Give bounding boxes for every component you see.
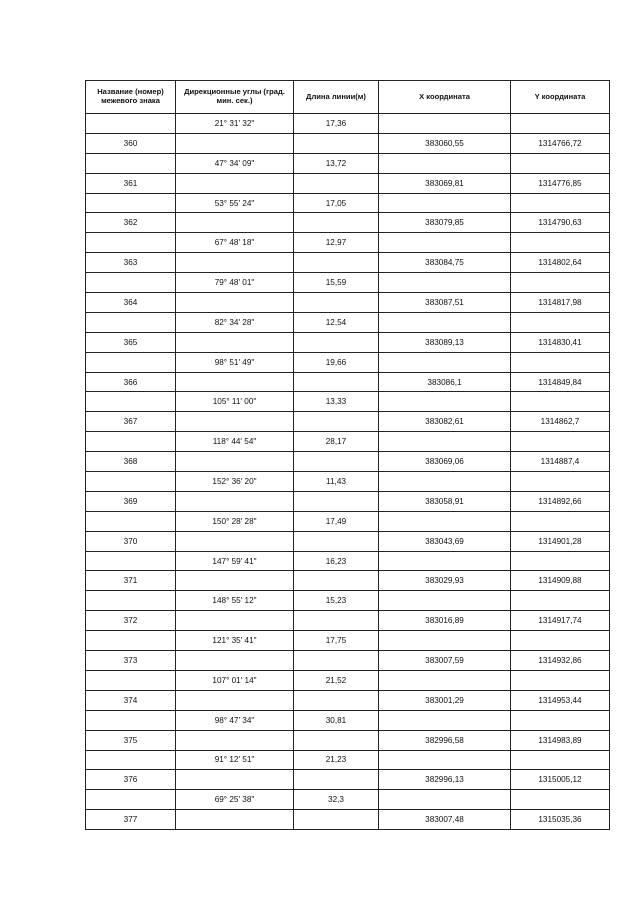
- cell-length: [294, 651, 379, 671]
- table-row-point: [86, 651, 610, 671]
- cell-y: [511, 392, 610, 412]
- cell-angle: 118° 44' 54": [176, 432, 294, 452]
- cell-length: [294, 571, 379, 591]
- cell-x: [379, 193, 511, 213]
- cell-x: [379, 631, 511, 651]
- cell-length: 15,23: [294, 591, 379, 611]
- cell-name: [86, 670, 176, 690]
- cell-length: [294, 133, 379, 153]
- cell-length: [294, 611, 379, 631]
- cell-name: [86, 273, 176, 293]
- cell-length: [294, 332, 379, 352]
- cell-angle: 69° 25' 38": [176, 790, 294, 810]
- cell-angle: 79° 48' 01": [176, 273, 294, 293]
- cell-name: [86, 432, 176, 452]
- cell-angle: [176, 332, 294, 352]
- table-row-segment: [86, 710, 610, 730]
- table-row-segment: [86, 472, 610, 492]
- cell-x: [379, 153, 511, 173]
- table-row-segment: [86, 432, 610, 452]
- header-length: Длина линии(м): [294, 81, 379, 114]
- cell-name: 372: [86, 611, 176, 631]
- cell-x: [379, 392, 511, 412]
- cell-y: [511, 233, 610, 253]
- header-name: Название (номер) межевого знака: [86, 81, 176, 114]
- cell-y: 1314932,86: [511, 651, 610, 671]
- cell-length: 32,3: [294, 790, 379, 810]
- cell-length: [294, 770, 379, 790]
- table-row-segment: [86, 591, 610, 611]
- table-body: [86, 114, 610, 830]
- table-row-point: [86, 810, 610, 830]
- cell-length: 16,23: [294, 551, 379, 571]
- cell-x: 383058,91: [379, 491, 511, 511]
- cell-x: [379, 591, 511, 611]
- cell-name: 364: [86, 293, 176, 313]
- cell-angle: [176, 372, 294, 392]
- cell-y: 1314917,74: [511, 611, 610, 631]
- cell-angle: 53° 55' 24": [176, 193, 294, 213]
- cell-name: [86, 472, 176, 492]
- table-row-point: [86, 770, 610, 790]
- cell-x: 383084,75: [379, 253, 511, 273]
- cell-name: [86, 511, 176, 531]
- cell-y: [511, 273, 610, 293]
- cell-length: 12,54: [294, 312, 379, 332]
- cell-y: [511, 153, 610, 173]
- cell-name: 376: [86, 770, 176, 790]
- cell-name: [86, 352, 176, 372]
- cell-x: 382996,58: [379, 730, 511, 750]
- table-row-segment: [86, 114, 610, 134]
- cell-name: [86, 710, 176, 730]
- cell-x: [379, 790, 511, 810]
- table-row-segment: [86, 511, 610, 531]
- table-row-point: [86, 372, 610, 392]
- cell-name: 375: [86, 730, 176, 750]
- table-row-point: [86, 293, 610, 313]
- cell-angle: 152° 36' 20": [176, 472, 294, 492]
- cell-length: [294, 253, 379, 273]
- cell-x: [379, 710, 511, 730]
- table-row-point: [86, 173, 610, 193]
- table-row-point: [86, 253, 610, 273]
- cell-angle: 105° 11' 00": [176, 392, 294, 412]
- cell-x: 383016,89: [379, 611, 511, 631]
- cell-angle: 82° 34' 28": [176, 312, 294, 332]
- table-row-segment: [86, 790, 610, 810]
- cell-y: [511, 750, 610, 770]
- cell-y: [511, 511, 610, 531]
- cell-length: [294, 372, 379, 392]
- cell-name: 367: [86, 412, 176, 432]
- cell-name: [86, 392, 176, 412]
- cell-length: [294, 452, 379, 472]
- cell-name: 377: [86, 810, 176, 830]
- table-row-point: [86, 332, 610, 352]
- table-row-point: [86, 531, 610, 551]
- cell-length: 28,17: [294, 432, 379, 452]
- cell-length: 13,72: [294, 153, 379, 173]
- cell-name: [86, 153, 176, 173]
- cell-y: 1314766,72: [511, 133, 610, 153]
- cell-y: [511, 432, 610, 452]
- cell-y: 1314776,85: [511, 173, 610, 193]
- cell-length: 17,75: [294, 631, 379, 651]
- cell-angle: [176, 690, 294, 710]
- cell-angle: 98° 51' 49": [176, 352, 294, 372]
- table-row-point: [86, 213, 610, 233]
- cell-length: [294, 293, 379, 313]
- cell-y: 1314817,98: [511, 293, 610, 313]
- cell-y: 1314802,64: [511, 253, 610, 273]
- table-row-segment: [86, 312, 610, 332]
- cell-angle: [176, 491, 294, 511]
- cell-length: [294, 730, 379, 750]
- cell-angle: 21° 31' 32": [176, 114, 294, 134]
- cell-name: 362: [86, 213, 176, 233]
- cell-name: [86, 790, 176, 810]
- cell-y: 1314953,44: [511, 690, 610, 710]
- cell-y: 1314983,89: [511, 730, 610, 750]
- cell-x: [379, 432, 511, 452]
- cell-angle: 150° 28' 28": [176, 511, 294, 531]
- cell-y: [511, 114, 610, 134]
- table-row-point: [86, 571, 610, 591]
- cell-name: [86, 631, 176, 651]
- cell-name: [86, 551, 176, 571]
- cell-name: 366: [86, 372, 176, 392]
- cell-x: 383086,1: [379, 372, 511, 392]
- cell-angle: [176, 770, 294, 790]
- cell-x: 383060,55: [379, 133, 511, 153]
- header-y: Y координата: [511, 81, 610, 114]
- cell-x: 383007,59: [379, 651, 511, 671]
- cell-name: 365: [86, 332, 176, 352]
- cell-name: 360: [86, 133, 176, 153]
- cell-length: 15,59: [294, 273, 379, 293]
- cell-name: 368: [86, 452, 176, 472]
- cell-x: 383082,61: [379, 412, 511, 432]
- cell-y: 1314790,63: [511, 213, 610, 233]
- table-row-segment: [86, 233, 610, 253]
- cell-length: [294, 690, 379, 710]
- cell-angle: [176, 133, 294, 153]
- cell-angle: [176, 213, 294, 233]
- cell-x: [379, 472, 511, 492]
- table-row-point: [86, 412, 610, 432]
- cell-name: 373: [86, 651, 176, 671]
- cell-angle: 148° 55' 12": [176, 591, 294, 611]
- table-row-segment: [86, 750, 610, 770]
- cell-y: [511, 472, 610, 492]
- coordinates-table: [85, 80, 610, 830]
- cell-length: 17,49: [294, 511, 379, 531]
- cell-y: 1315035,36: [511, 810, 610, 830]
- table-row-point: [86, 611, 610, 631]
- cell-length: [294, 173, 379, 193]
- cell-x: 383089,13: [379, 332, 511, 352]
- cell-y: [511, 312, 610, 332]
- cell-angle: [176, 531, 294, 551]
- cell-y: [511, 790, 610, 810]
- cell-x: [379, 312, 511, 332]
- cell-angle: [176, 253, 294, 273]
- cell-length: 19,66: [294, 352, 379, 372]
- cell-y: 1314892,66: [511, 491, 610, 511]
- cell-angle: 121° 35' 41": [176, 631, 294, 651]
- cell-x: [379, 114, 511, 134]
- table-row-segment: [86, 273, 610, 293]
- cell-angle: 47° 34' 09": [176, 153, 294, 173]
- cell-angle: 107° 01' 14": [176, 670, 294, 690]
- cell-y: 1314830,41: [511, 332, 610, 352]
- cell-x: 383043,69: [379, 531, 511, 551]
- cell-x: [379, 511, 511, 531]
- cell-y: [511, 352, 610, 372]
- cell-angle: [176, 412, 294, 432]
- cell-angle: [176, 730, 294, 750]
- cell-angle: [176, 452, 294, 472]
- cell-name: 369: [86, 491, 176, 511]
- cell-x: 383069,81: [379, 173, 511, 193]
- table-row-point: [86, 491, 610, 511]
- cell-angle: [176, 810, 294, 830]
- table-header-row: [86, 81, 610, 114]
- header-angle: Дирекционные углы (град. мин. сек.): [176, 81, 294, 114]
- cell-length: 11,43: [294, 472, 379, 492]
- cell-angle: [176, 173, 294, 193]
- cell-angle: [176, 611, 294, 631]
- cell-y: 1314887,4: [511, 452, 610, 472]
- cell-angle: 67° 48' 18": [176, 233, 294, 253]
- cell-angle: 98° 47' 34": [176, 710, 294, 730]
- cell-y: [511, 591, 610, 611]
- cell-x: 383001,29: [379, 690, 511, 710]
- cell-y: [511, 710, 610, 730]
- table-row-segment: [86, 670, 610, 690]
- cell-y: 1314901,28: [511, 531, 610, 551]
- cell-angle: [176, 571, 294, 591]
- cell-angle: 91° 12' 51": [176, 750, 294, 770]
- cell-name: [86, 233, 176, 253]
- cell-length: [294, 810, 379, 830]
- cell-y: [511, 193, 610, 213]
- cell-name: 370: [86, 531, 176, 551]
- cell-length: 17,05: [294, 193, 379, 213]
- cell-x: 383069,06: [379, 452, 511, 472]
- cell-name: 363: [86, 253, 176, 273]
- cell-angle: [176, 293, 294, 313]
- cell-name: 371: [86, 571, 176, 591]
- cell-x: 383029,93: [379, 571, 511, 591]
- cell-y: 1315005,12: [511, 770, 610, 790]
- cell-name: 361: [86, 173, 176, 193]
- cell-length: [294, 213, 379, 233]
- cell-x: 383087,51: [379, 293, 511, 313]
- cell-name: [86, 312, 176, 332]
- cell-name: [86, 193, 176, 213]
- cell-length: 17,36: [294, 114, 379, 134]
- table-row-segment: [86, 352, 610, 372]
- cell-name: [86, 591, 176, 611]
- cell-angle: 147° 59' 41": [176, 551, 294, 571]
- table-row-point: [86, 452, 610, 472]
- cell-length: 13,33: [294, 392, 379, 412]
- cell-x: [379, 670, 511, 690]
- cell-angle: [176, 651, 294, 671]
- header-x: X координата: [379, 81, 511, 114]
- cell-length: 30,81: [294, 710, 379, 730]
- cell-x: [379, 750, 511, 770]
- cell-x: [379, 551, 511, 571]
- cell-x: 383007,48: [379, 810, 511, 830]
- cell-length: [294, 491, 379, 511]
- cell-y: [511, 551, 610, 571]
- table-row-point: [86, 133, 610, 153]
- cell-name: [86, 114, 176, 134]
- cell-name: 374: [86, 690, 176, 710]
- table-row-segment: [86, 153, 610, 173]
- cell-length: [294, 531, 379, 551]
- cell-x: [379, 352, 511, 372]
- cell-y: 1314862,7: [511, 412, 610, 432]
- cell-length: 21,52: [294, 670, 379, 690]
- cell-x: 382996,13: [379, 770, 511, 790]
- cell-x: [379, 273, 511, 293]
- cell-length: 12,97: [294, 233, 379, 253]
- cell-y: [511, 631, 610, 651]
- table-row-point: [86, 690, 610, 710]
- table-row-segment: [86, 193, 610, 213]
- table-row-point: [86, 730, 610, 750]
- cell-y: [511, 670, 610, 690]
- cell-length: [294, 412, 379, 432]
- cell-y: 1314909,88: [511, 571, 610, 591]
- cell-y: 1314849,84: [511, 372, 610, 392]
- cell-length: 21,23: [294, 750, 379, 770]
- table-row-segment: [86, 551, 610, 571]
- table-row-segment: [86, 392, 610, 412]
- table-row-segment: [86, 631, 610, 651]
- cell-name: [86, 750, 176, 770]
- cell-x: [379, 233, 511, 253]
- cell-x: 383079,85: [379, 213, 511, 233]
